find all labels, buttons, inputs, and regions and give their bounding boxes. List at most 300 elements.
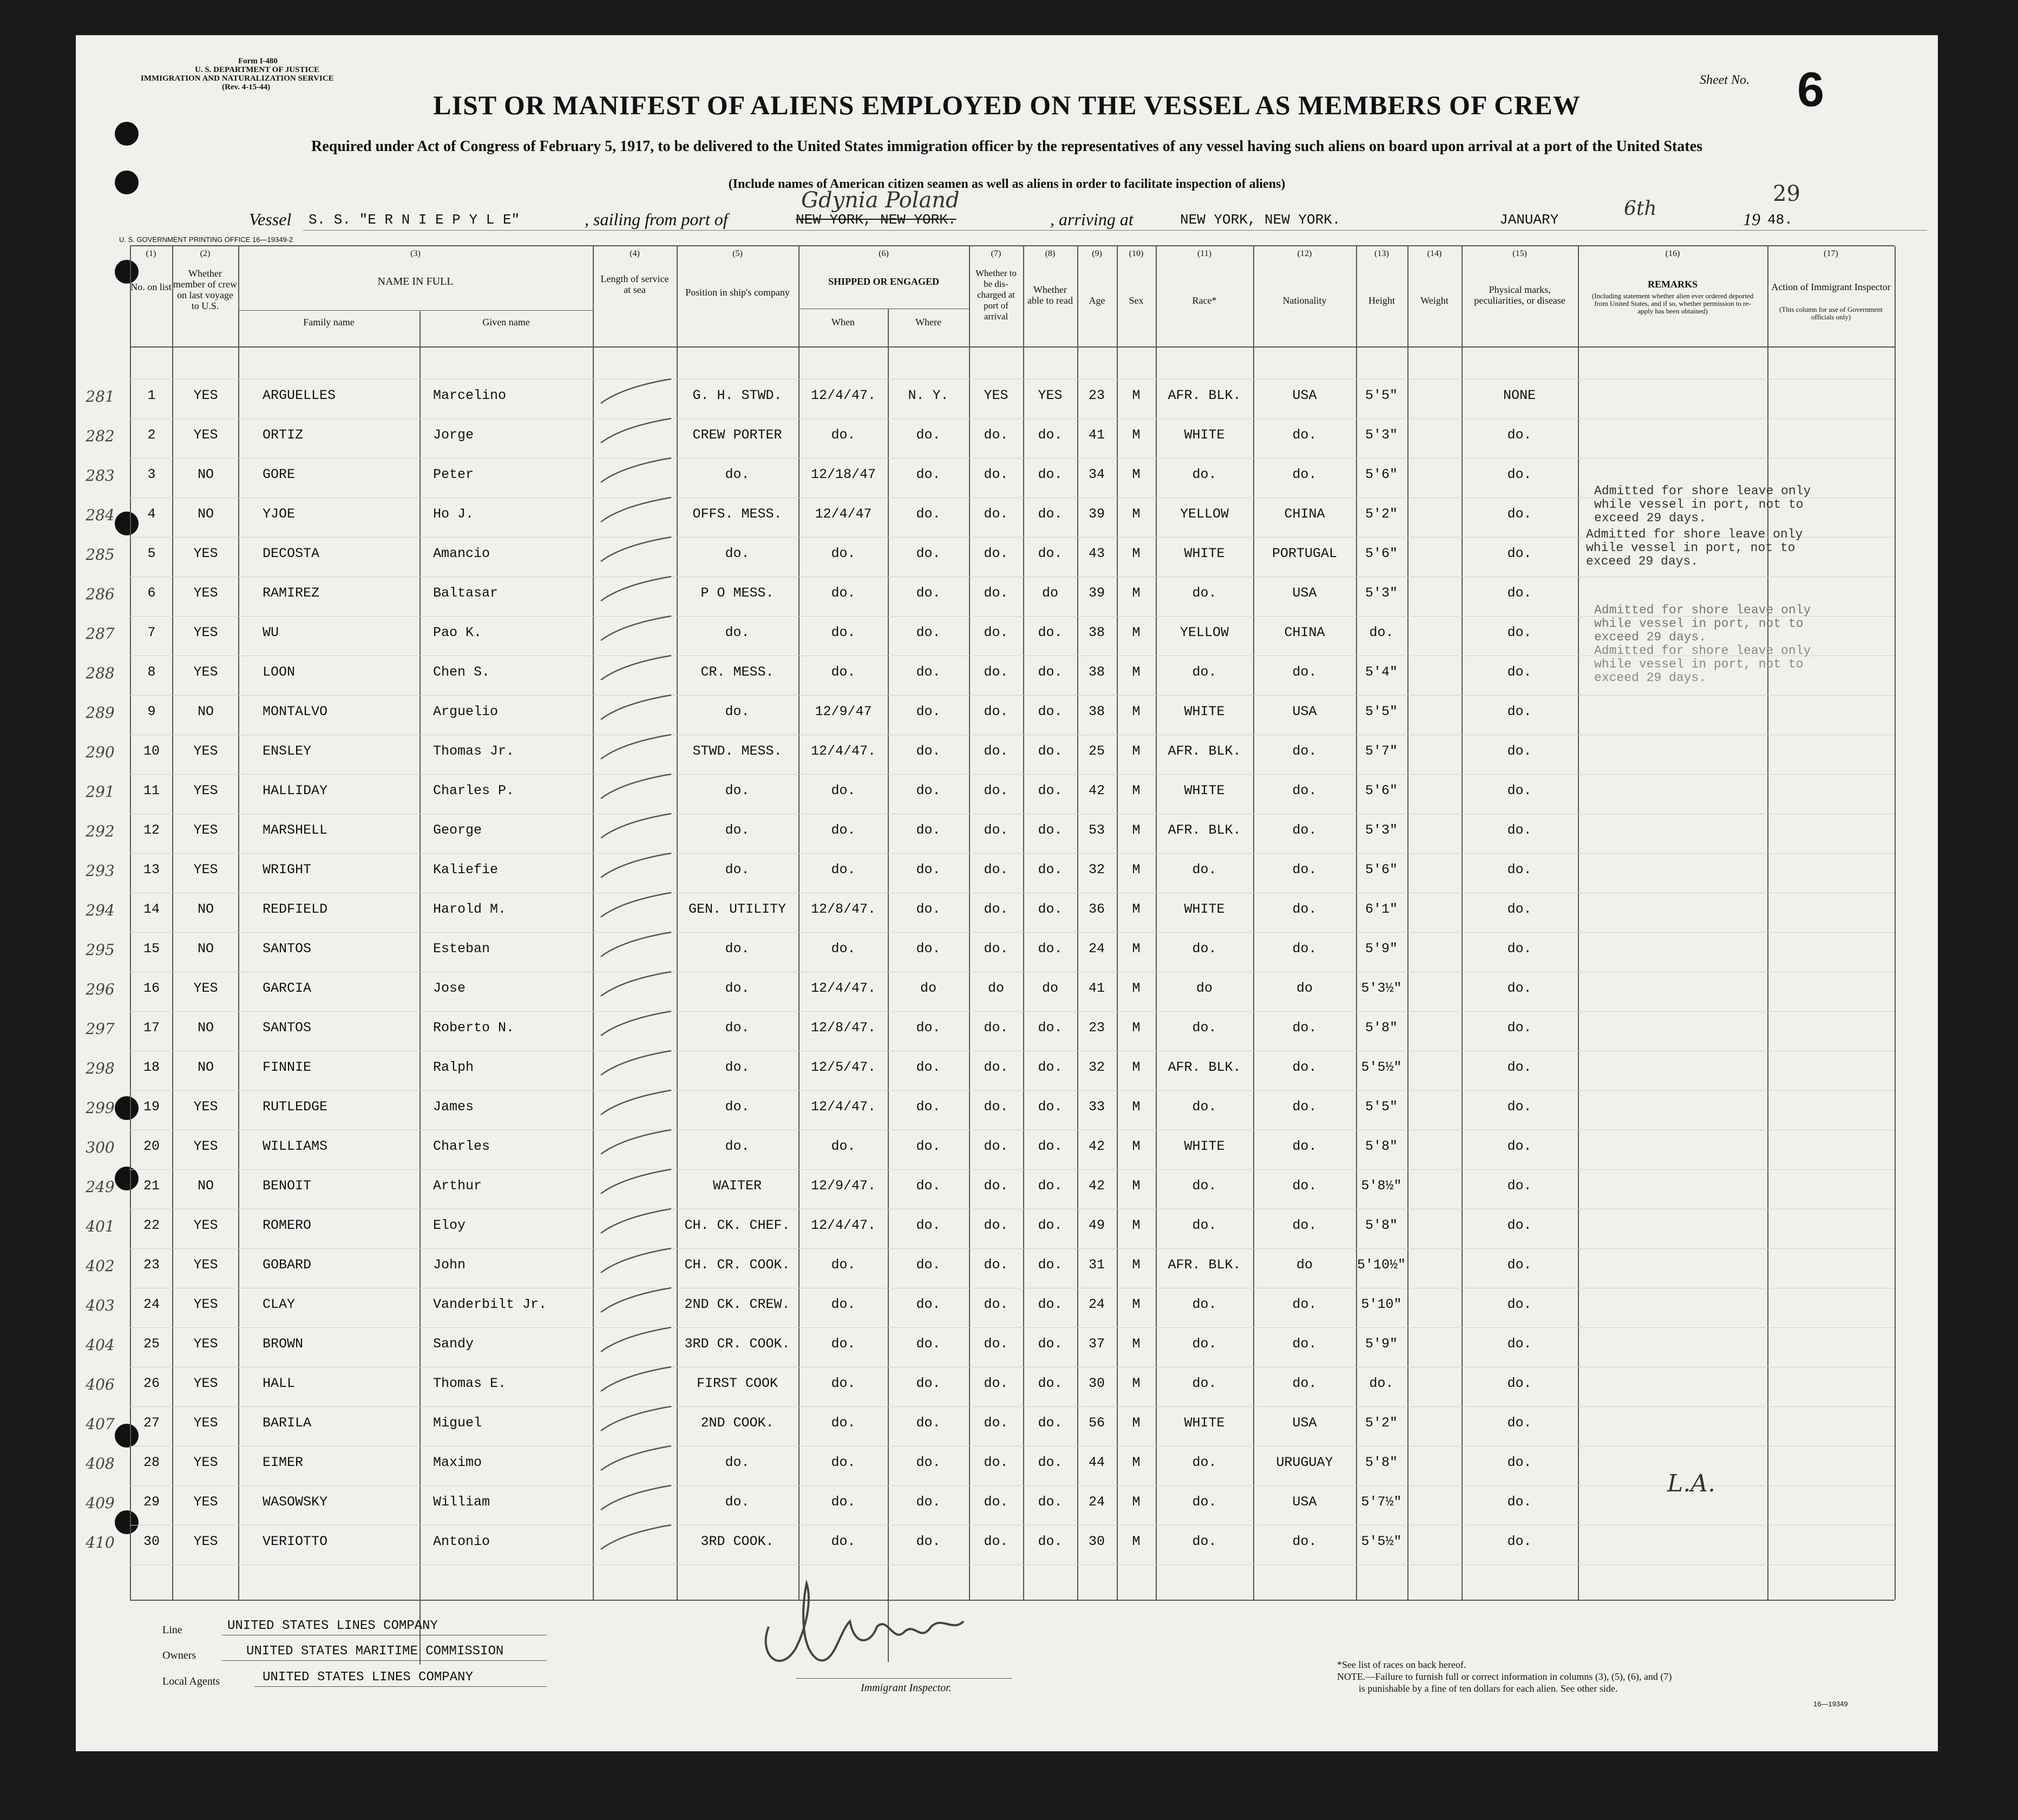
cell-nationality: do. <box>1292 822 1317 838</box>
pencil-tick <box>595 1088 677 1120</box>
cell-list-number: 15 <box>143 941 160 957</box>
cell-last-voyage: YES <box>193 1099 218 1115</box>
cell-height: 5'5½" <box>1361 1059 1402 1075</box>
cell-nationality: do. <box>1292 1534 1317 1549</box>
row-rule <box>130 1564 1895 1565</box>
cell-position: CREW PORTER <box>692 427 782 443</box>
cell-age: 42 <box>1088 1178 1105 1194</box>
cell-age: 44 <box>1088 1455 1105 1470</box>
cell-given-name: Chen S. <box>433 664 490 680</box>
name-subrule <box>238 310 593 311</box>
cell-sex: M <box>1132 467 1141 482</box>
cell-discharged: do. <box>984 1494 1008 1510</box>
cell-able-to-read: do. <box>1038 1297 1063 1312</box>
cell-race: do. <box>1192 664 1217 680</box>
cell-shipped-when: do. <box>831 1376 856 1391</box>
cell-margin-number: 298 <box>86 1059 115 1077</box>
cell-last-voyage: YES <box>193 625 218 640</box>
cell-physical-marks: do. <box>1507 1138 1532 1154</box>
cell-position: CH. CR. COOK. <box>684 1257 790 1273</box>
cell-physical-marks: do. <box>1507 1178 1532 1194</box>
cell-position: G. H. STWD. <box>692 388 782 403</box>
cell-age: 38 <box>1088 664 1105 680</box>
cell-margin-number: 401 <box>86 1217 115 1235</box>
cell-sex: M <box>1132 1020 1141 1036</box>
footer-owners-value: UNITED STATES MARITIME COMMISSION <box>246 1644 504 1659</box>
cell-list-number: 3 <box>147 467 156 482</box>
cell-race: do. <box>1192 1494 1217 1510</box>
cell-last-voyage: YES <box>193 1138 218 1154</box>
cell-discharged: do. <box>984 1217 1008 1233</box>
cell-list-number: 1 <box>147 388 156 403</box>
cell-sex: M <box>1132 1257 1141 1273</box>
cell-last-voyage: YES <box>193 664 218 680</box>
cell-shipped-where: do. <box>916 506 941 522</box>
header-able-read: Whether able to read <box>1027 284 1073 306</box>
cell-family-name: MONTALVO <box>263 704 328 719</box>
cell-shipped-when: 12/18/47 <box>810 467 876 482</box>
header-when: When <box>831 317 855 328</box>
cell-physical-marks: NONE <box>1503 388 1536 403</box>
cell-list-number: 19 <box>143 1099 160 1115</box>
cell-margin-number: 281 <box>86 388 115 405</box>
cell-shipped-when: do. <box>831 664 856 680</box>
cell-given-name: Ho J. <box>433 506 474 522</box>
pencil-tick <box>595 574 677 606</box>
cell-height: 5'4" <box>1365 664 1398 680</box>
col-rule <box>1356 246 1357 1600</box>
cell-nationality: do. <box>1292 467 1317 482</box>
cell-list-number: 11 <box>143 783 160 798</box>
cell-family-name: BROWN <box>263 1336 304 1352</box>
cell-able-to-read: do. <box>1038 467 1063 482</box>
cell-family-name: WU <box>263 625 279 640</box>
cell-given-name: George <box>433 822 482 838</box>
cell-able-to-read: do. <box>1038 1455 1063 1470</box>
cell-shipped-where: do. <box>916 822 941 838</box>
pencil-tick <box>595 850 677 883</box>
cell-last-voyage: NO <box>197 506 214 522</box>
cell-able-to-read: do. <box>1038 901 1063 917</box>
cell-discharged: do. <box>984 1376 1008 1391</box>
cell-physical-marks: do. <box>1507 743 1532 759</box>
cell-list-number: 21 <box>143 1178 160 1194</box>
col-rule <box>1767 246 1768 1600</box>
arriving-label: , arriving at <box>1050 210 1134 229</box>
cell-height: 5'8" <box>1365 1020 1398 1036</box>
cell-sex: M <box>1132 664 1141 680</box>
colnum: (15) <box>1512 249 1527 258</box>
pencil-tick <box>595 1325 677 1357</box>
form-number: Form I-480 <box>238 57 278 66</box>
cell-physical-marks: do. <box>1507 980 1532 996</box>
cell-race: do. <box>1192 1178 1217 1194</box>
punch-hole <box>115 260 139 284</box>
cell-shipped-where: do. <box>916 1455 941 1470</box>
cell-nationality: do. <box>1292 427 1317 443</box>
header-bottom-rule <box>130 346 1895 348</box>
cell-position: do. <box>725 1138 750 1154</box>
cell-position: 2ND CK. CREW. <box>684 1297 790 1312</box>
cell-shipped-where: do. <box>916 901 941 917</box>
cell-height: 5'8½" <box>1361 1178 1402 1194</box>
cell-last-voyage: YES <box>193 1455 218 1470</box>
cell-height: 6'1" <box>1365 901 1398 917</box>
document-subnote: (Include names of American citizen seamen as well as aliens in order to facilitate inspection of aliens) <box>728 177 1286 191</box>
col-rule <box>1117 246 1118 1600</box>
cell-height: 5'7½" <box>1361 1494 1402 1510</box>
row-rule <box>130 1011 1895 1012</box>
cell-height: 5'9" <box>1365 1336 1398 1352</box>
cell-given-name: Charles <box>433 1138 490 1154</box>
cell-given-name: Jose <box>433 980 466 996</box>
pencil-tick <box>595 1364 677 1397</box>
cell-age: 39 <box>1088 585 1105 601</box>
cell-physical-marks: do. <box>1507 506 1532 522</box>
cell-shipped-where: do. <box>916 1099 941 1115</box>
cell-list-number: 26 <box>143 1376 160 1391</box>
col-rule <box>130 246 131 1600</box>
cell-shipped-when: do. <box>831 625 856 640</box>
cell-discharged: do. <box>984 862 1008 878</box>
cell-physical-marks: do. <box>1507 664 1532 680</box>
pencil-tick <box>595 1522 677 1555</box>
sailing-port-handwritten: Gdynia Poland <box>801 188 960 213</box>
cell-margin-number: 402 <box>86 1257 115 1275</box>
col-rule <box>1895 246 1896 1600</box>
cell-nationality: do. <box>1292 941 1317 957</box>
cell-able-to-read: do. <box>1038 1415 1063 1431</box>
cell-list-number: 5 <box>147 546 156 561</box>
footer-rule <box>222 1660 547 1661</box>
cell-shipped-where: do. <box>916 1376 941 1391</box>
inspector-signature <box>747 1567 1018 1692</box>
cell-nationality: do. <box>1292 743 1317 759</box>
cell-family-name: REDFIELD <box>263 901 328 917</box>
cell-shipped-when: 12/9/47. <box>810 1178 876 1194</box>
cell-nationality: do. <box>1292 664 1317 680</box>
cell-age: 41 <box>1088 980 1105 996</box>
cell-able-to-read: do. <box>1038 743 1063 759</box>
punch-hole <box>115 1167 139 1190</box>
cell-margin-number: 292 <box>86 822 115 840</box>
cell-given-name: Thomas Jr. <box>433 743 515 759</box>
cell-height: 5'6" <box>1365 546 1398 561</box>
cell-able-to-read: do. <box>1038 427 1063 443</box>
cell-sex: M <box>1132 388 1141 403</box>
cell-discharged: do. <box>984 1138 1008 1154</box>
cell-race: do. <box>1192 1020 1217 1036</box>
cell-family-name: DECOSTA <box>263 546 320 561</box>
cell-margin-number: 293 <box>86 862 115 880</box>
cell-position: do. <box>725 1455 750 1470</box>
punch-hole <box>115 1096 139 1120</box>
col-rule <box>677 246 678 1600</box>
cell-shipped-where: do. <box>916 1178 941 1194</box>
row-rule <box>130 1169 1895 1170</box>
cell-race: do. <box>1192 862 1217 878</box>
cell-age: 53 <box>1088 822 1105 838</box>
header-action: Action of Immigrant Inspector <box>1771 281 1891 292</box>
cell-family-name: ARGUELLES <box>263 388 336 403</box>
cell-position: do. <box>725 941 750 957</box>
cell-given-name: Marcelino <box>433 388 507 403</box>
cell-nationality: CHINA <box>1284 506 1325 522</box>
header-shipped: SHIPPED OR ENGAGED <box>828 276 940 287</box>
cell-list-number: 4 <box>147 506 156 522</box>
cell-able-to-read: do. <box>1038 625 1063 640</box>
cell-nationality: do. <box>1292 1020 1317 1036</box>
cell-shipped-where: do. <box>916 783 941 798</box>
cell-able-to-read: do. <box>1038 783 1063 798</box>
cell-age: 49 <box>1088 1217 1105 1233</box>
cell-age: 23 <box>1088 1020 1105 1036</box>
punch-hole <box>115 1510 139 1534</box>
cell-margin-number: 249 <box>86 1178 115 1196</box>
cell-age: 30 <box>1088 1376 1105 1391</box>
cell-last-voyage: YES <box>193 1415 218 1431</box>
header-weight: Weight <box>1420 295 1449 306</box>
cell-list-number: 18 <box>143 1059 160 1075</box>
row-rule <box>130 932 1895 933</box>
header-remarks-note: (Including statement whether alien ever ordered deported from United States, and if so, whether permission to re-apply has been obtained) <box>1591 292 1754 315</box>
cell-height: 5'2" <box>1365 506 1398 522</box>
cell-given-name: Antonio <box>433 1534 490 1549</box>
cell-nationality: CHINA <box>1284 625 1325 640</box>
cell-physical-marks: do. <box>1507 1494 1532 1510</box>
cell-position: do. <box>725 822 750 838</box>
cell-sex: M <box>1132 1415 1141 1431</box>
cell-sex: M <box>1132 1099 1141 1115</box>
cell-able-to-read: do. <box>1038 1020 1063 1036</box>
cell-discharged: do. <box>984 941 1008 957</box>
cell-nationality: PORTUGAL <box>1272 546 1338 561</box>
cell-given-name: Peter <box>433 467 474 482</box>
cell-race: do. <box>1192 1297 1217 1312</box>
cell-shipped-when: 12/4/47. <box>810 388 876 403</box>
document-subtitle: Required under Act of Congress of February 5, 1917, to be delivered to the United States immigration officer by the representatives of any vessel having such aliens on board upon arrival at a port of the United States <box>311 138 1702 155</box>
cell-margin-number: 288 <box>86 664 115 682</box>
row-rule <box>130 853 1895 854</box>
cell-sex: M <box>1132 1217 1141 1233</box>
cell-age: 24 <box>1088 1297 1105 1312</box>
cell-physical-marks: do. <box>1507 625 1532 640</box>
cell-margin-number: 300 <box>86 1138 115 1156</box>
colnum: (6) <box>879 249 889 258</box>
cell-able-to-read: do. <box>1038 1099 1063 1115</box>
cell-list-number: 22 <box>143 1217 160 1233</box>
cell-shipped-when: do. <box>831 1494 856 1510</box>
cell-shipped-where: do. <box>916 1217 941 1233</box>
header-given-name: Given name <box>482 317 530 328</box>
cell-shipped-when: 12/9/47 <box>815 704 872 719</box>
col-rule <box>593 246 594 1600</box>
cell-height: 5'8" <box>1365 1455 1398 1470</box>
sailing-port: NEW YORK, NEW YORK. <box>796 212 956 228</box>
cell-last-voyage: NO <box>197 1020 214 1036</box>
cell-age: 37 <box>1088 1336 1105 1352</box>
cell-discharged: do. <box>984 625 1008 640</box>
pencil-tick <box>595 1127 677 1160</box>
col-rule <box>888 309 889 1662</box>
cell-physical-marks: do. <box>1507 1059 1532 1075</box>
form-revision: (Rev. 4-15-44) <box>222 83 271 91</box>
footer-agents-value: UNITED STATES LINES COMPANY <box>263 1670 473 1685</box>
pencil-tick <box>595 732 677 764</box>
row-rule <box>130 1327 1895 1328</box>
cell-margin-number: 406 <box>86 1376 115 1393</box>
pencil-tick <box>595 890 677 922</box>
colnum: (2) <box>200 249 211 258</box>
cell-sex: M <box>1132 1059 1141 1075</box>
cell-margin-number: 283 <box>86 467 115 485</box>
cell-nationality: USA <box>1292 704 1317 719</box>
colnum: (4) <box>630 249 640 258</box>
row-rule <box>130 1248 1895 1249</box>
cell-position: do. <box>725 704 750 719</box>
cell-position: CH. CK. CHEF. <box>684 1217 790 1233</box>
cell-family-name: VERIOTTO <box>263 1534 328 1549</box>
cell-given-name: Eloy <box>433 1217 466 1233</box>
cell-list-number: 29 <box>143 1494 160 1510</box>
remark-text: Admitted for shore leave only while vessel in port, not to exceed 29 days. <box>1594 644 1811 685</box>
cell-race: WHITE <box>1184 1138 1225 1154</box>
cell-shipped-where: do. <box>916 467 941 482</box>
cell-sex: M <box>1132 1494 1141 1510</box>
cell-sex: M <box>1132 1534 1141 1549</box>
cell-height: 5'10½" <box>1357 1257 1406 1273</box>
cell-shipped-when: do. <box>831 585 856 601</box>
manifest-sheet <box>76 35 1938 1751</box>
cell-discharged: do. <box>984 1257 1008 1273</box>
cell-last-voyage: YES <box>193 546 218 561</box>
cell-discharged: do. <box>984 901 1008 917</box>
col-rule <box>1077 246 1078 1600</box>
cell-race: do. <box>1192 467 1217 482</box>
cell-sex: M <box>1132 980 1141 996</box>
cell-list-number: 16 <box>143 980 160 996</box>
cell-race: YELLOW <box>1180 625 1229 640</box>
cell-physical-marks: do. <box>1507 1099 1532 1115</box>
cell-discharged: do. <box>984 1178 1008 1194</box>
cell-given-name: John <box>433 1257 466 1273</box>
cell-list-number: 24 <box>143 1297 160 1312</box>
cell-family-name: ENSLEY <box>263 743 312 759</box>
cell-last-voyage: YES <box>193 822 218 838</box>
cell-race: do. <box>1192 1336 1217 1352</box>
cell-race: WHITE <box>1184 546 1225 561</box>
cell-age: 24 <box>1088 941 1105 957</box>
cell-margin-number: 286 <box>86 585 115 603</box>
cell-nationality: do <box>1296 980 1313 996</box>
cell-family-name: WRIGHT <box>263 862 312 878</box>
cell-discharged: do. <box>984 822 1008 838</box>
cell-family-name: ROMERO <box>263 1217 312 1233</box>
cell-shipped-when: 12/8/47. <box>810 901 876 917</box>
cell-race: AFR. BLK. <box>1168 822 1241 838</box>
cell-family-name: HALLIDAY <box>263 783 328 798</box>
cell-sex: M <box>1132 546 1141 561</box>
cell-last-voyage: YES <box>193 1297 218 1312</box>
cell-race: WHITE <box>1184 1415 1225 1431</box>
cell-physical-marks: do. <box>1507 585 1532 601</box>
cell-family-name: WILLIAMS <box>263 1138 328 1154</box>
cell-race: WHITE <box>1184 901 1225 917</box>
header-remarks: REMARKS <box>1647 279 1698 290</box>
cell-physical-marks: do. <box>1507 1257 1532 1273</box>
cell-given-name: James <box>433 1099 474 1115</box>
cell-age: 32 <box>1088 1059 1105 1075</box>
cell-position: do. <box>725 1099 750 1115</box>
punch-hole <box>115 122 139 146</box>
sailing-label: , sailing from port of <box>585 210 728 229</box>
cell-list-number: 2 <box>147 427 156 443</box>
printing-office: U. S. GOVERNMENT PRINTING OFFICE 16—19349-2 <box>119 235 293 244</box>
colnum: (3) <box>410 249 421 258</box>
row-rule <box>130 1090 1895 1091</box>
remark-text: Admitted for shore leave only while vessel in port, not to exceed 29 days. <box>1594 484 1811 525</box>
cell-position: OFFS. MESS. <box>692 506 782 522</box>
cell-race: AFR. BLK. <box>1168 388 1241 403</box>
date-month: JANUARY <box>1499 212 1559 228</box>
cell-discharged: do. <box>984 664 1008 680</box>
cell-family-name: GARCIA <box>263 980 312 996</box>
cell-able-to-read: do. <box>1038 1059 1063 1075</box>
cell-shipped-where: do. <box>916 1534 941 1549</box>
cell-height: do. <box>1369 1376 1394 1391</box>
cell-shipped-where: do. <box>916 1138 941 1154</box>
row-rule <box>130 418 1895 419</box>
cell-last-voyage: NO <box>197 1059 214 1075</box>
cell-position: do. <box>725 862 750 878</box>
cell-race: AFR. BLK. <box>1168 1257 1241 1273</box>
header-age: Age <box>1089 295 1105 306</box>
cell-race: do. <box>1192 1099 1217 1115</box>
cell-family-name: FINNIE <box>263 1059 312 1075</box>
cell-able-to-read: do. <box>1038 546 1063 561</box>
cell-able-to-read: do. <box>1038 1336 1063 1352</box>
cell-age: 32 <box>1088 862 1105 878</box>
cell-able-to-read: do. <box>1038 1138 1063 1154</box>
cell-shipped-where: do. <box>916 585 941 601</box>
cell-physical-marks: do. <box>1507 862 1532 878</box>
colnum: (13) <box>1374 249 1389 258</box>
cell-physical-marks: do. <box>1507 901 1532 917</box>
cell-margin-number: 282 <box>86 427 115 445</box>
footer-note2: NOTE.—Failure to furnish full or correct information in columns (3), (5), (6), and (7) <box>1337 1671 1672 1682</box>
cell-shipped-where: do. <box>916 1494 941 1510</box>
cell-sex: M <box>1132 901 1141 917</box>
remark-text: Admitted for shore leave only while vessel in port, not to exceed 29 days. <box>1586 527 1803 568</box>
cell-height: 5'3" <box>1365 427 1398 443</box>
cell-given-name: Jorge <box>433 427 474 443</box>
header-family-name: Family name <box>303 317 355 328</box>
cell-shipped-when: 12/8/47. <box>810 1020 876 1036</box>
cell-able-to-read: do. <box>1038 664 1063 680</box>
pencil-tick <box>595 1048 677 1081</box>
header-action-note: (This column for use of Government officials only) <box>1779 305 1883 321</box>
cell-list-number: 30 <box>143 1534 160 1549</box>
cell-height: 5'10" <box>1361 1297 1402 1312</box>
cell-able-to-read: do. <box>1038 822 1063 838</box>
colnum: (7) <box>991 249 1001 258</box>
cell-margin-number: 296 <box>86 980 115 998</box>
footer-line-label: Line <box>162 1624 182 1636</box>
row-rule <box>130 695 1895 696</box>
inspector-rule <box>796 1678 1012 1679</box>
cell-height: 5'9" <box>1365 941 1398 957</box>
cell-shipped-where: do. <box>916 862 941 878</box>
